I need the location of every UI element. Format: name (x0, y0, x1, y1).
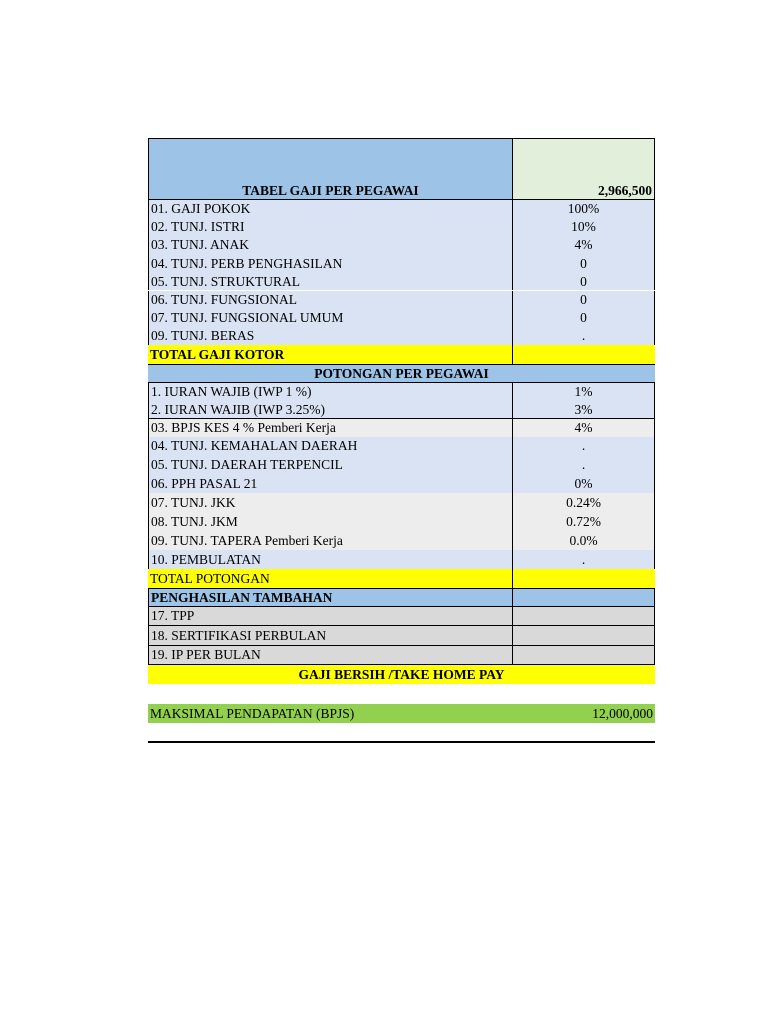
row-label: 05. TUNJ. STRUKTURAL (148, 272, 513, 290)
table-row (148, 419, 655, 437)
table-row (148, 531, 655, 550)
potongan-header-row (148, 364, 655, 383)
tambahan-header: PENGHASILAN TAMBAHAN (148, 589, 513, 606)
table-row (148, 254, 655, 272)
row-value: 1% (513, 383, 655, 401)
row-value: . (513, 550, 655, 569)
row-value: . (513, 437, 655, 455)
table-row (148, 327, 655, 345)
gaji-bersih-label: GAJI BERSIH /TAKE HOME PAY (298, 666, 505, 682)
row-value: . (513, 327, 655, 345)
row-label: 09. TUNJ. BERAS (148, 327, 513, 345)
row-value: 10% (513, 218, 655, 236)
row-label: 05. TUNJ. DAERAH TERPENCIL (148, 455, 513, 474)
row-value: 0 (513, 291, 655, 309)
total-gaji-kotor-label: TOTAL GAJI KOTOR (148, 345, 513, 364)
table-row (148, 646, 655, 665)
table-row (148, 550, 655, 569)
row-label: 06. TUNJ. FUNGSIONAL (148, 291, 513, 309)
row-value: 0 (513, 254, 655, 272)
row-value: 0.72% (513, 512, 655, 531)
row-label: 07. TUNJ. JKK (148, 493, 513, 512)
table-row (148, 401, 655, 419)
row-label: 19. IP PER BULAN (148, 646, 513, 665)
row-label: 04. TUNJ. KEMAHALAN DAERAH (148, 437, 513, 455)
table-row (148, 626, 655, 645)
row-value (513, 646, 655, 665)
total-potongan-value (513, 569, 655, 588)
row-value: 0 (513, 309, 655, 327)
row-label: 08. TUNJ. JKM (148, 512, 513, 531)
row-label: 18. SERTIFIKASI PERBULAN (148, 626, 513, 645)
tambahan-header-row (148, 588, 655, 607)
row-value (513, 626, 655, 645)
row-label: 2. IURAN WAJIB (IWP 3.25%) (148, 401, 513, 419)
row-label: 02. TUNJ. ISTRI (148, 218, 513, 236)
row-value: 3% (513, 401, 655, 419)
row-value (513, 607, 655, 626)
row-value: 0.0% (513, 531, 655, 550)
row-label: 04. TUNJ. PERB PENGHASILAN (148, 254, 513, 272)
table-row (148, 493, 655, 512)
row-label: 10. PEMBULATAN (148, 550, 513, 569)
total-gaji-kotor-row (148, 345, 655, 364)
table-row (148, 218, 655, 236)
total-salary-value: 2,966,500 (513, 138, 655, 200)
table-row (148, 309, 655, 327)
row-value: 0 (513, 272, 655, 290)
row-label: 06. PPH PASAL 21 (148, 474, 513, 493)
table-row (148, 200, 655, 218)
table-row (148, 607, 655, 626)
gaji-bersih-row (148, 665, 655, 684)
table-row (148, 455, 655, 474)
row-value: 0.24% (513, 493, 655, 512)
row-value: . (513, 455, 655, 474)
total-potongan-row (148, 569, 655, 588)
row-label: 17. TPP (148, 607, 513, 626)
row-value: 4% (513, 236, 655, 254)
total-potongan-label: TOTAL POTONGAN (148, 569, 513, 588)
maksimal-row (148, 704, 655, 723)
bottom-rule (148, 741, 655, 743)
row-label: 03. BPJS KES 4 % Pemberi Kerja (148, 419, 513, 437)
row-value: 100% (513, 200, 655, 218)
row-label: 07. TUNJ. FUNGSIONAL UMUM (148, 309, 513, 327)
row-label: 09. TUNJ. TAPERA Pemberi Kerja (148, 531, 513, 550)
table-row (148, 383, 655, 401)
table-row (148, 236, 655, 254)
table-row (148, 272, 655, 290)
tambahan-header-value (513, 589, 655, 606)
table-row (148, 437, 655, 455)
table-header-row (148, 138, 655, 200)
table-row (148, 474, 655, 493)
row-label: 03. TUNJ. ANAK (148, 236, 513, 254)
row-value: 4% (513, 419, 655, 437)
table-row (148, 291, 655, 309)
row-label: 01. GAJI POKOK (148, 200, 513, 218)
total-gaji-kotor-value (513, 345, 655, 364)
maksimal-label: MAKSIMAL PENDAPATAN (BPJS) (150, 705, 355, 721)
table-row (148, 512, 655, 531)
table-title: TABEL GAJI PER PEGAWAI (148, 138, 513, 200)
potongan-header: POTONGAN PER PEGAWAI (314, 365, 489, 381)
maksimal-value: 12,000,000 (592, 705, 653, 721)
row-value: 0% (513, 474, 655, 493)
row-label: 1. IURAN WAJIB (IWP 1 %) (148, 383, 513, 401)
